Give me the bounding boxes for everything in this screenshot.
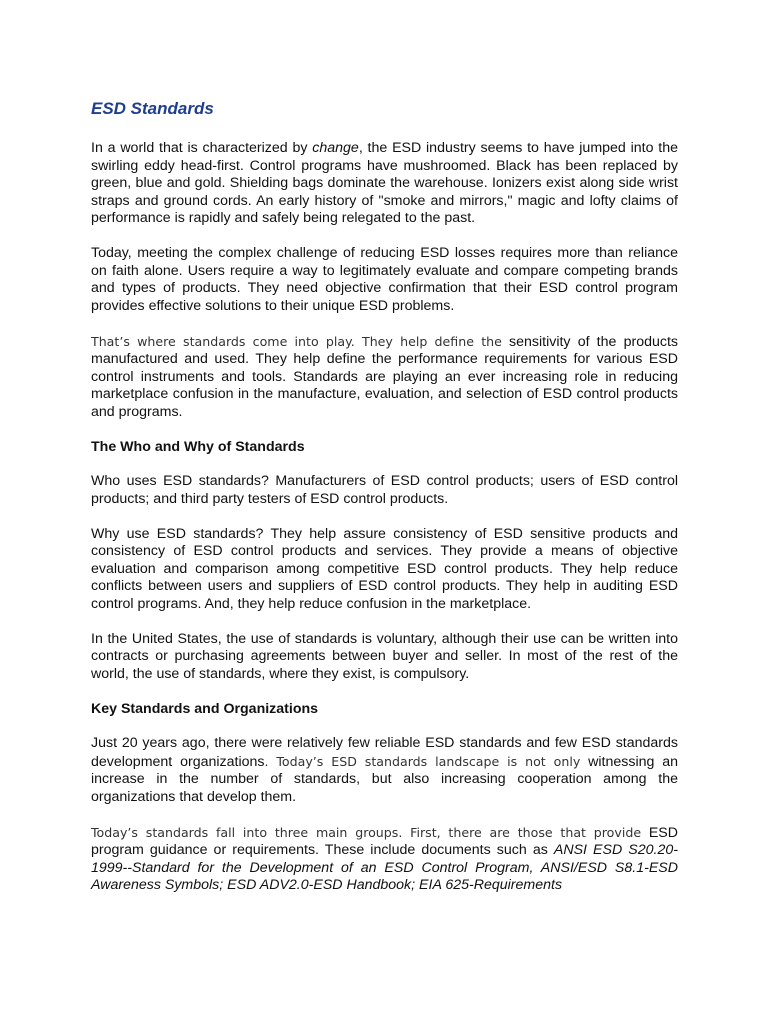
heading-who-and-why: The Who and Why of Standards — [91, 438, 305, 455]
history-text-end: witnessing an increase in the number of standards, but also increasing cooperation among the organizations that develop them. — [91, 753, 678, 805]
intro-paragraph — [91, 140, 678, 228]
history-landscape-text: . Today’s ESD standards landscape is not only — [264, 753, 581, 769]
who-uses-paragraph: Who uses ESD standards? Manufacturers of ESD control products; users of ESD control products; and third party testers of ESD control products. — [91, 473, 678, 507]
document-title: ESD Standards — [91, 99, 214, 118]
intro-text-start: In a world that is characterized by — [91, 140, 313, 156]
intro-emphasis-change: change — [312, 140, 359, 156]
history-paragraph — [91, 735, 678, 806]
voluntary-use-paragraph: In the United States, the use of standards is voluntary, although their use can be written into contracts or purchasing agreements between buyer and seller. In most of the rest of the world, the use of standards, where they exist, is compulsory. — [91, 630, 678, 682]
groups-lead: Today’s standards fall into three main groups. First, there are those that provide — [91, 824, 642, 840]
document-page — [91, 96, 678, 912]
groups-paragraph — [91, 824, 678, 895]
standards-role-lead: That’s where standards come into play. They help define the — [91, 333, 502, 349]
intro-text-end: , the ESD industry seems to have jumped into the swirling eddy head-first. Control programs have mushroomed. Black has been replaced by green, blue and gold. Shielding bags dominate the warehouse. Ionizers exist along side wrist straps and ground cords. An early history of "smoke and mirrors," magic and lofty claims of performance is rapidly and safely being relegated to the past. — [91, 140, 678, 226]
standards-role-rest: sensitivity of the products manufactured and used. They help define the performance requirements for various ESD control instruments and tools. Standards are playing an ever increasing role in reducing marketplace confusion in the manufacture, evaluation, and selection of ESD control products and programs. — [91, 333, 678, 420]
history-text-start: Just 20 years ago, there were relatively few reliable ESD standards and few ESD standards development organizations — [91, 735, 678, 770]
challenge-paragraph: Today, meeting the complex challenge of reducing ESD losses requires more than reliance on faith alone. Users require a way to legitimately evaluate and compare competing brands and types of products. They need objective confirmation that their ESD control program provides effective solutions to their unique ESD problems. — [91, 245, 678, 314]
standards-role-paragraph — [91, 333, 678, 422]
groups-document-list: ANSI ESD S20.20-1999--Standard for the Development of an ESD Control Program, ANSI/ESD S8.1-ESD Awareness Symbols; ESD ADV2.0-ESD Handbook; EIA 625-Requirements — [91, 842, 678, 893]
groups-middle: ESD program guidance or requirements. These include documents such as — [91, 824, 678, 858]
why-use-paragraph: Why use ESD standards? They help assure consistency of ESD sensitive products and consistency of ESD control products and services. They provide a means of objective evaluation and comparison among competitive ESD control products. They help reduce conflicts between users and suppliers of ESD control products. They help in auditing ESD control programs. And, they help reduce confusion in the marketplace. — [91, 525, 678, 612]
heading-key-standards: Key Standards and Organizations — [91, 700, 319, 717]
